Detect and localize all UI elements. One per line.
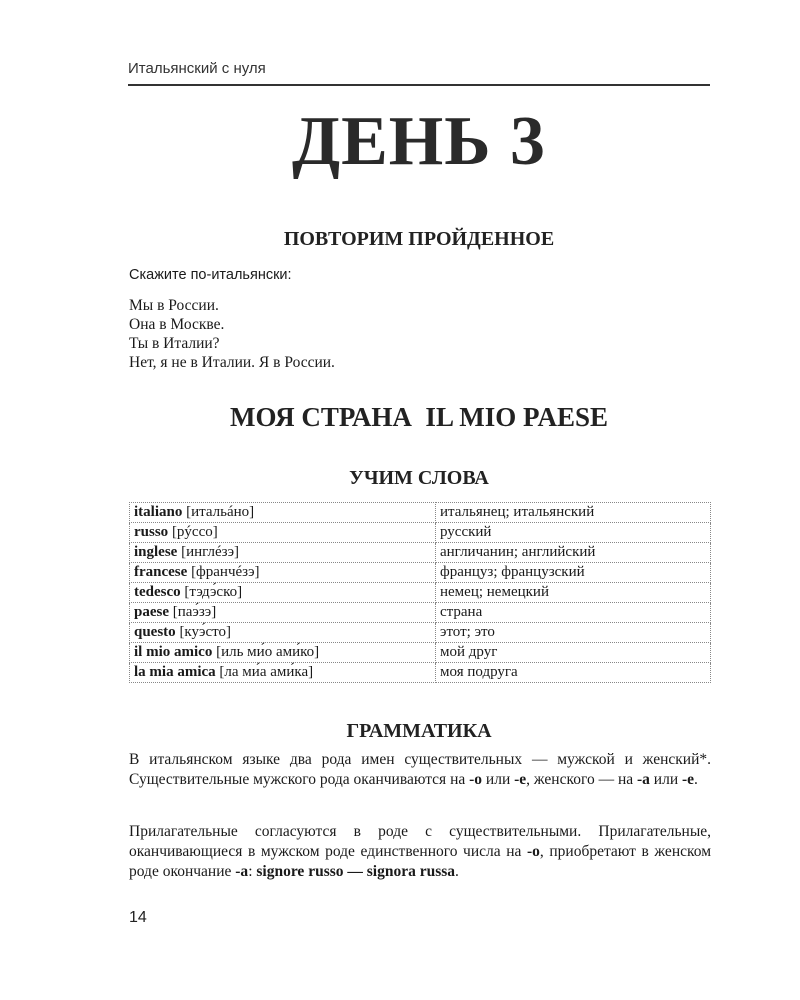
- pronunciation: [иль ми́о ами́ко]: [216, 644, 320, 660]
- day-title: ДЕНЬ 3: [291, 103, 547, 180]
- italian-word: il mio amico: [134, 644, 213, 660]
- table-row: [130, 623, 711, 643]
- review-sentence: Мы в России.: [129, 297, 219, 314]
- ending-marker: -a: [637, 771, 650, 788]
- ending-marker: -o: [526, 843, 540, 860]
- table-row: [130, 603, 711, 623]
- pronunciation: [куэ́сто]: [179, 624, 231, 640]
- review-sentences: [129, 296, 711, 372]
- pronunciation: [инглéзэ]: [181, 544, 240, 560]
- pronunciation: [итальáно]: [186, 504, 255, 520]
- text-run: :: [248, 863, 257, 880]
- translation: этот; это: [436, 623, 711, 643]
- ending-marker: -o: [469, 771, 483, 788]
- table-row: [130, 583, 711, 603]
- ending-marker: -a: [235, 863, 249, 880]
- table-row: [130, 643, 711, 663]
- word-cell: [130, 543, 436, 563]
- translation: итальянец; итальянский: [436, 503, 711, 523]
- text-run: или: [482, 771, 515, 788]
- italian-word: la mia amica: [134, 664, 216, 680]
- vocabulary-table: [129, 502, 711, 683]
- translation: немец; немецкий: [436, 583, 711, 603]
- word-cell: [130, 503, 436, 523]
- italian-word: inglese: [134, 544, 178, 560]
- review-sentence: Нет, я не в Италии. Я в России.: [129, 354, 335, 371]
- italian-word: paese: [134, 604, 169, 620]
- text-run: В итальянском языке два рода имен существительных — мужской и женский*. Существительные мужского рода оканчиваются на: [129, 751, 711, 788]
- table-row: [130, 563, 711, 583]
- translation: англичанин; английский: [436, 543, 711, 563]
- pronunciation: [паэ́зэ]: [172, 604, 217, 620]
- italian-word: tedesco: [134, 584, 181, 600]
- pronunciation: [тэдэ́ско]: [184, 584, 243, 600]
- pronunciation: [ла ми́а ами́ка]: [219, 664, 314, 680]
- word-cell: [130, 563, 436, 583]
- table-row: [130, 523, 711, 543]
- ending-marker: -e: [514, 771, 527, 788]
- words-heading: УЧИМ СЛОВА: [349, 467, 489, 489]
- table-row: [130, 503, 711, 523]
- italian-word: questo: [134, 624, 176, 640]
- translation: моя подруга: [436, 663, 711, 683]
- pronunciation: [рýссо]: [171, 524, 218, 540]
- table-row: [130, 543, 711, 563]
- example-phrase: signore russo — signora russa: [256, 863, 456, 880]
- review-heading: ПОВТОРИМ ПРОЙДЕННОЕ: [283, 228, 555, 250]
- page-number: 14: [129, 909, 147, 926]
- translation: русский: [436, 523, 711, 543]
- word-cell: [130, 663, 436, 683]
- translation: француз; французский: [436, 563, 711, 583]
- header-rule: [128, 84, 710, 86]
- word-cell: [130, 523, 436, 543]
- running-header: Итальянский с нуля: [128, 60, 266, 77]
- table-row: [130, 663, 711, 683]
- translation: мой друг: [436, 643, 711, 663]
- text-run: или: [649, 771, 682, 788]
- word-cell: [130, 603, 436, 623]
- review-instruction: Скажите по-итальянски:: [129, 267, 292, 283]
- grammar-paragraph-2: [129, 822, 711, 882]
- text-run: Прилагательные согласуются в роде с существительными. Прилагательные, оканчивающиеся в мужском роде единственного числа на: [129, 823, 711, 860]
- text-run: , приобретают в женском роде окончание: [129, 843, 711, 880]
- italian-word: russo: [134, 524, 169, 540]
- ending-marker: -e: [682, 771, 695, 788]
- pronunciation: [франчéзэ]: [191, 564, 260, 580]
- italian-word: francese: [134, 564, 188, 580]
- text-run: .: [694, 771, 698, 788]
- text-run: .: [455, 863, 459, 880]
- review-sentence: Она в Москве.: [129, 316, 225, 333]
- text-run: , женского — на: [526, 771, 637, 788]
- word-cell: [130, 623, 436, 643]
- grammar-heading: ГРАММАТИКА: [346, 720, 492, 742]
- grammar-paragraph-1: [129, 750, 711, 790]
- word-cell: [130, 583, 436, 603]
- word-cell: [130, 643, 436, 663]
- review-sentence: Ты в Италии?: [129, 335, 220, 352]
- translation: страна: [436, 603, 711, 623]
- italian-word: italiano: [134, 504, 183, 520]
- topic-heading: МОЯ СТРАНА IL MIO PAESE: [230, 402, 608, 432]
